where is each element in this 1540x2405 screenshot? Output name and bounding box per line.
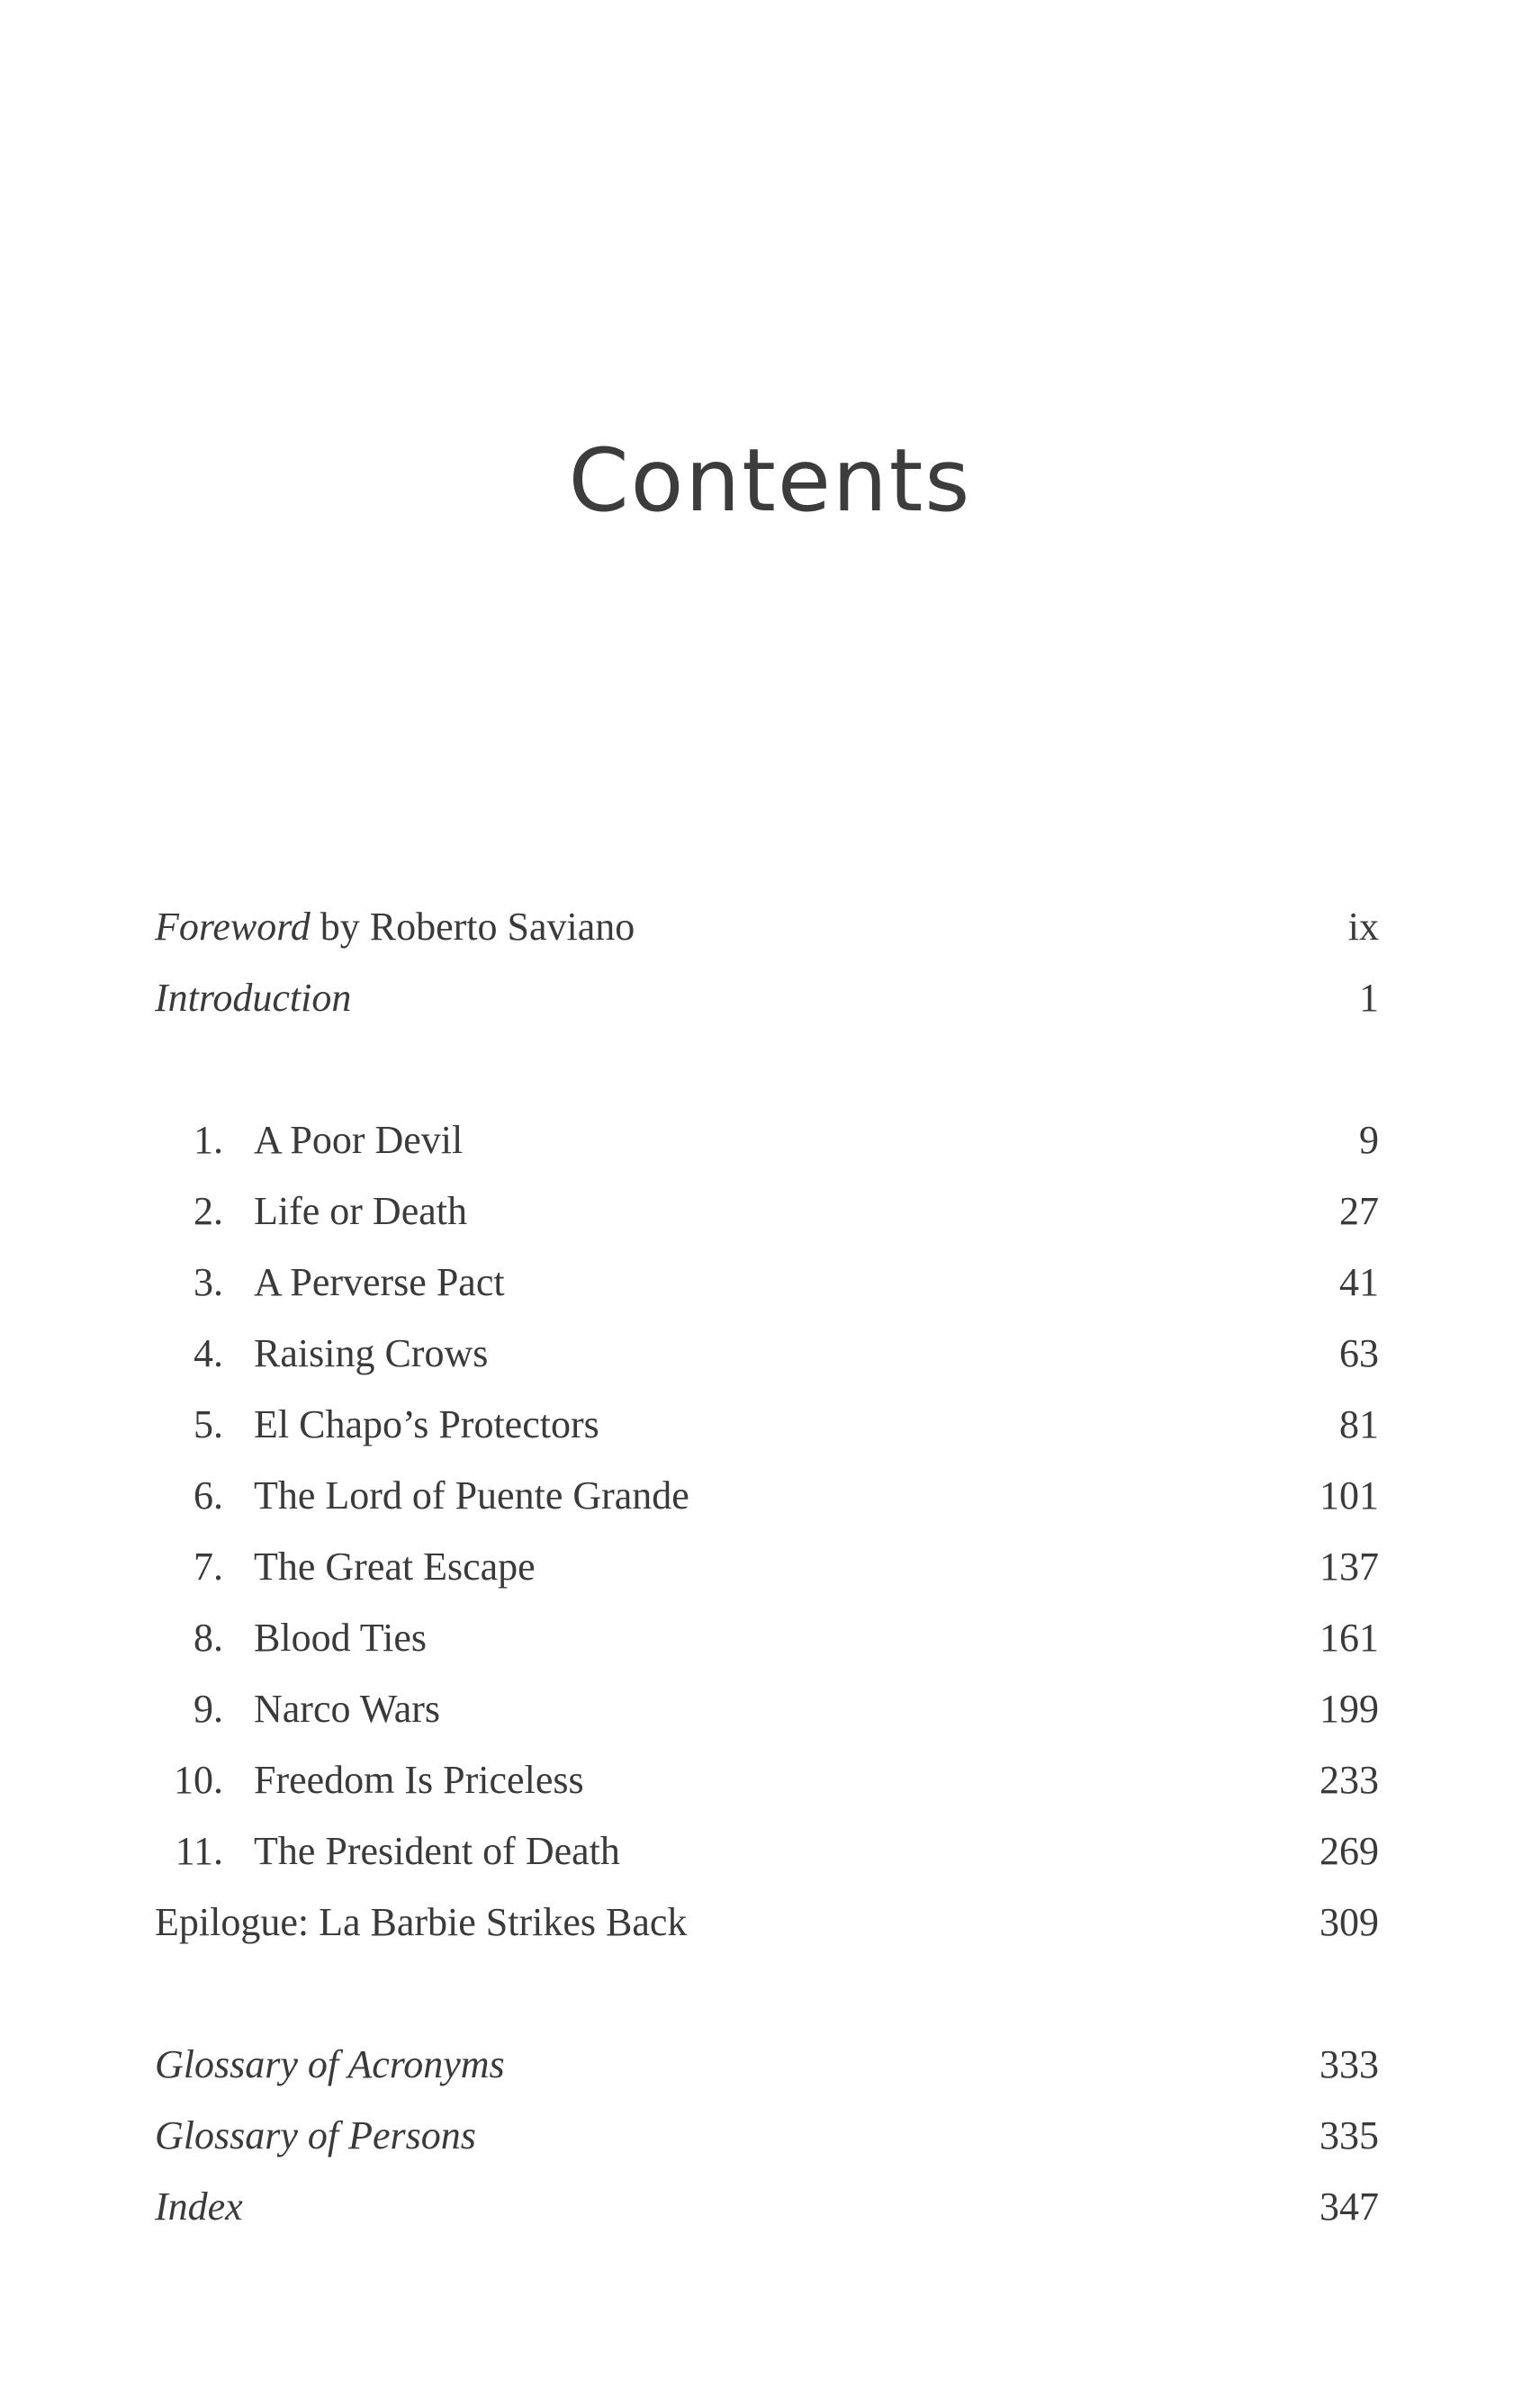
- chapter-title: The President of Death: [254, 1829, 620, 1873]
- chapter-number: 1.: [194, 1118, 223, 1162]
- chapter-title: The Great Escape: [254, 1545, 536, 1589]
- toc-entry-title: Index: [155, 2184, 243, 2229]
- toc-page-number: 63: [1339, 1331, 1379, 1375]
- toc-page-number: 309: [1319, 1900, 1379, 1944]
- toc-page-number: 333: [1319, 2042, 1379, 2086]
- chapter-number: 7.: [194, 1545, 223, 1589]
- chapter-number: 8.: [194, 1616, 223, 1660]
- toc-chapter: [155, 1247, 1379, 1318]
- toc-chapter: [155, 1460, 1379, 1531]
- toc-entry-index: [155, 2171, 1379, 2242]
- chapter-title: El Chapo’s Protectors: [254, 1402, 599, 1446]
- chapter-title: A Perverse Pact: [254, 1260, 505, 1304]
- toc-chapter: [155, 1389, 1379, 1460]
- toc-page-number: 137: [1319, 1545, 1379, 1589]
- toc-chapter: [155, 1104, 1379, 1175]
- chapter-title: Raising Crows: [254, 1331, 489, 1375]
- chapter-number: 9.: [194, 1687, 223, 1731]
- toc-page-number: 335: [1319, 2113, 1379, 2157]
- chapter-number: 6.: [194, 1473, 223, 1518]
- toc-chapter: [155, 1175, 1379, 1247]
- toc-chapter: [155, 1318, 1379, 1389]
- toc-page-number: 233: [1319, 1758, 1379, 1802]
- table-of-contents: [155, 891, 1379, 2242]
- chapter-number: 10.: [174, 1758, 223, 1802]
- toc-page-number: 27: [1339, 1189, 1379, 1233]
- toc-entry-foreword: [155, 891, 1379, 962]
- toc-page-number: 161: [1319, 1616, 1379, 1660]
- chapter-title: Narco Wars: [254, 1687, 441, 1731]
- chapter-title: The Lord of Puente Grande: [254, 1473, 689, 1518]
- spacer: [155, 1033, 1379, 1104]
- toc-entry-glossary-persons: [155, 2100, 1379, 2171]
- toc-page-number: 9: [1359, 1118, 1379, 1162]
- toc-chapter: [155, 1744, 1379, 1815]
- chapter-number: 2.: [194, 1189, 223, 1233]
- chapter-number: 3.: [194, 1260, 223, 1304]
- toc-chapter: [155, 1531, 1379, 1602]
- toc-entry-introduction: [155, 962, 1379, 1033]
- toc-entry-glossary-acronyms: [155, 2029, 1379, 2100]
- toc-chapter: [155, 1673, 1379, 1744]
- toc-page-number: 101: [1319, 1473, 1379, 1518]
- chapter-number: 11.: [175, 1829, 223, 1873]
- toc-page-number: 81: [1339, 1402, 1379, 1446]
- toc-entry-title: Glossary of Acronyms: [155, 2042, 505, 2086]
- toc-entry-title: Introduction: [155, 976, 352, 1020]
- spacer: [155, 1958, 1379, 2029]
- toc-page-number: 269: [1319, 1829, 1379, 1873]
- toc-chapter: [155, 1815, 1379, 1887]
- chapter-title: A Poor Devil: [254, 1118, 464, 1162]
- chapter-number: 5.: [194, 1402, 223, 1446]
- chapter-number: 4.: [194, 1331, 223, 1375]
- toc-page-number: ix: [1347, 905, 1379, 949]
- toc-entry-title: Glossary of Persons: [155, 2113, 476, 2157]
- toc-entry-title: Epilogue: La Barbie Strikes Back: [155, 1900, 688, 1944]
- toc-entry-epilogue: [155, 1887, 1379, 1958]
- chapter-title: Life or Death: [254, 1189, 467, 1233]
- page-title: Contents: [568, 430, 972, 532]
- toc-page-number: 347: [1319, 2184, 1379, 2229]
- toc-chapter: [155, 1602, 1379, 1673]
- chapter-title: Blood Ties: [254, 1616, 427, 1660]
- toc-page-number: 1: [1359, 976, 1379, 1020]
- toc-page-number: 41: [1339, 1260, 1379, 1304]
- toc-page-number: 199: [1319, 1687, 1379, 1731]
- toc-entry-title: Foreword by Roberto Saviano: [155, 905, 635, 949]
- chapter-title: Freedom Is Priceless: [254, 1758, 584, 1802]
